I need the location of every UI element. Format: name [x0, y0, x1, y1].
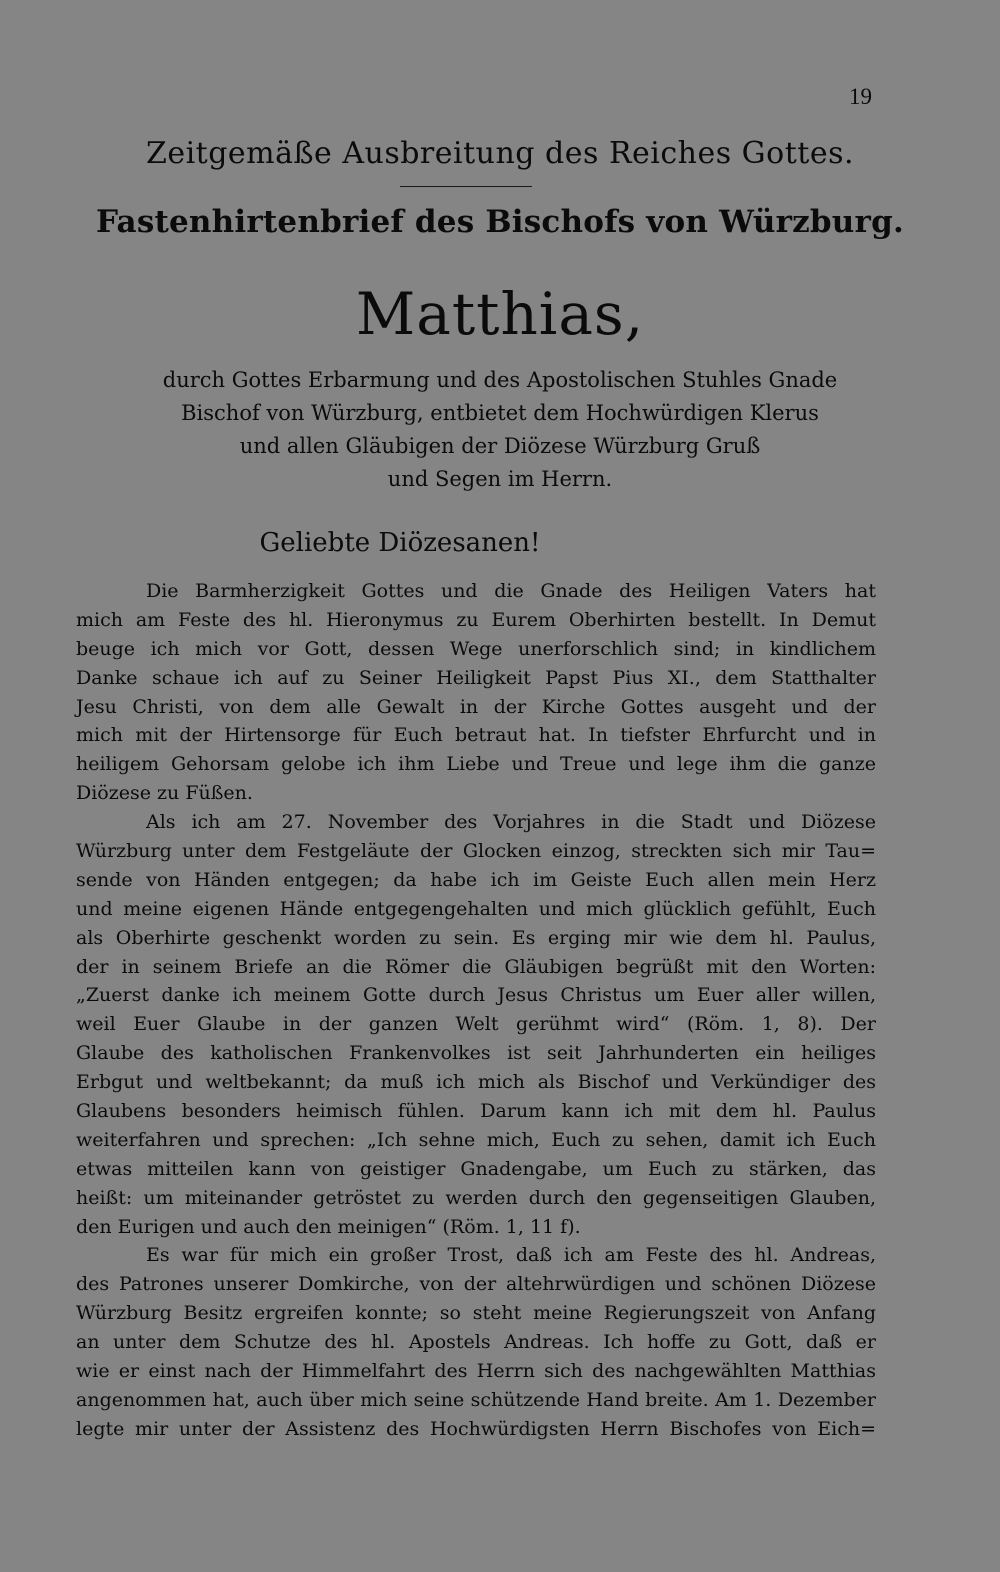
body-line: Danke schaue ich auf zu Seiner Heiligkeit Papst Pius XI., dem Statthalter	[76, 666, 876, 689]
body-line: der in seinem Briefe an die Römer die Gläubigen begrüßt mit den Worten:	[76, 955, 876, 978]
body-line: beuge ich mich vor Gott, dessen Wege unerforschlich sind; in kindlichem	[76, 637, 876, 660]
document-subtitle: Fastenhirtenbrief des Bischofs von Würzburg.	[96, 204, 904, 240]
body-line: Die Barmherzigkeit Gottes und die Gnade des Heiligen Vaters hat	[146, 580, 876, 602]
body-line: Glaube des katholischen Frankenvolkes ist seit Jahrhunderten ein heiliges	[76, 1042, 876, 1065]
body-line: und meine eigenen Hände entgegengehalten und mich glücklich gefühlt, Euch	[76, 897, 876, 920]
letter-body	[76, 577, 876, 1444]
body-line: Als ich am 27. November des Vorjahres in die Stadt und Diözese	[146, 811, 876, 834]
body-line: „Zuerst danke ich meinem Gotte durch Jesus Christus um Euer aller willen,	[76, 984, 876, 1007]
body-line: Erbgut und weltbekannt; da muß ich mich als Bischof und Verkündiger des	[76, 1071, 876, 1094]
body-line: Jesu Christi, von dem alle Gewalt in der Kirche Gottes ausgeht und der	[76, 695, 876, 718]
salutation-block	[80, 364, 920, 496]
body-line: Es war für mich ein großer Trost, daß ich am Feste des hl. Andreas,	[146, 1244, 876, 1267]
salutation-line: Bischof von Würzburg, entbietet dem Hochwürdigen Klerus	[181, 401, 819, 425]
salutation-line: und Segen im Herrn.	[387, 467, 613, 491]
body-line: weiterfahren und sprechen: „Ich sehne mich, Euch zu sehen, damit ich Euch	[76, 1128, 876, 1151]
body-line: mich am Feste des hl. Hieronymus zu Eurem Oberhirten bestellt. In Demut	[76, 608, 876, 631]
body-line: wie er einst nach der Himmelfahrt des Herrn sich des nachgewählten Matthias	[76, 1360, 876, 1383]
body-line: des Patrones unserer Domkirche, von der altehrwürdigen und schönen Diözese	[76, 1273, 876, 1296]
body-line: mich mit der Hirtensorge für Euch betraut hat. In tiefster Ehrfurcht und in	[76, 724, 876, 747]
bishop-name: Matthias,	[355, 280, 645, 348]
greeting: Geliebte Diözesanen!	[259, 528, 541, 558]
body-line: Würzburg unter dem Festgeläute der Glocken einzog, streckten sich mir Tau=	[76, 840, 876, 863]
salutation-line: durch Gottes Erbarmung und des Apostolischen Stuhles Gnade	[162, 368, 838, 392]
body-line: etwas mitteilen kann von geistiger Gnadengabe, um Euch zu stärken, das	[76, 1157, 876, 1180]
body-line: Diözese zu Füßen.	[76, 782, 253, 805]
salutation-line: und allen Gläubigen der Diözese Würzburg Gruß	[239, 434, 761, 458]
body-line: Glaubens besonders heimisch fühlen. Darum kann ich mit dem hl. Paulus	[76, 1100, 876, 1123]
body-line: den Eurigen und auch den meinigen“ (Röm. 1, 11 f).	[76, 1215, 581, 1238]
body-line: legte mir unter der Assistenz des Hochwürdigsten Herrn Bischofes von Eich=	[76, 1417, 876, 1440]
body-line: heiligem Gehorsam gelobe ich ihm Liebe und Treue und lege ihm die ganze	[76, 753, 876, 776]
body-line: weil Euer Glaube in der ganzen Welt gerühmt wird“ (Röm. 1, 8). Der	[76, 1013, 876, 1036]
body-line: als Oberhirte geschenkt worden zu sein. Es erging mir wie dem hl. Paulus,	[76, 926, 876, 949]
body-line: angenommen hat, auch über mich seine schützende Hand breite. Am 1. Dezember	[76, 1388, 876, 1411]
document-title: Zeitgemäße Ausbreitung des Reiches Gottes.	[145, 136, 855, 171]
body-line: Würzburg Besitz ergreifen konnte; so steht meine Regierungszeit von Anfang	[76, 1302, 876, 1325]
body-line: sende von Händen entgegen; da habe ich im Geiste Euch allen mein Herz	[76, 868, 876, 891]
page-number: 19	[849, 84, 872, 109]
body-line: heißt: um miteinander getröstet zu werden durch den gegenseitigen Glauben,	[76, 1186, 876, 1209]
body-line: an unter dem Schutze des hl. Apostels Andreas. Ich hoffe zu Gott, daß er	[76, 1331, 876, 1354]
title-divider	[400, 186, 532, 187]
